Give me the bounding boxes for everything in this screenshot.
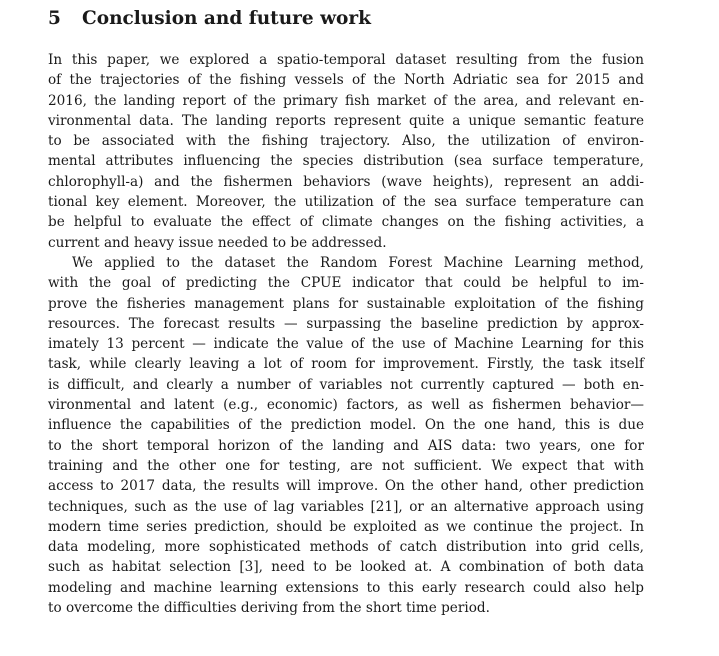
paper-page xyxy=(48,6,644,618)
paragraph-line: modeling and machine learning extensions to this early research could also help xyxy=(48,579,644,596)
paragraph-line: data modeling, more sophisticated methods of catch distribution into grid cells, xyxy=(48,539,644,556)
paragraph-line: to be associated with the fishing trajectory. Also, the utilization of environ- xyxy=(48,133,644,150)
paragraph-line: task, while clearly leaving a lot of room for improvement. Firstly, the task itself xyxy=(48,356,644,373)
paragraph-line: chlorophyll-a) and the fishermen behaviors (wave heights), represent an addi- xyxy=(48,173,644,190)
paragraph-line: to overcome the difficulties deriving from the short time period. xyxy=(48,600,490,617)
paragraph-line: vironmental and latent (e.g., economic) factors, as well as fishermen behavior— xyxy=(48,397,644,414)
paragraph-line: to the short temporal horizon of the landing and AIS data: two years, one for xyxy=(48,437,644,454)
paragraph-line: modern time series prediction, should be exploited as we continue the project. In xyxy=(48,518,644,535)
paragraph-line: current and heavy issue needed to be addressed. xyxy=(48,234,387,251)
paragraph-line: imately 13 percent — indicate the value of the use of Machine Learning for this xyxy=(48,336,644,353)
paragraph-line: access to 2017 data, the results will improve. On the other hand, other prediction xyxy=(48,478,644,495)
paragraph-line: be helpful to evaluate the effect of climate changes on the fishing activities, a xyxy=(48,214,644,231)
paragraph-line: vironmental data. The landing reports represent quite a unique semantic feature xyxy=(48,112,644,129)
paragraph-line: In this paper, we explored a spatio-temporal dataset resulting from the fusion xyxy=(48,52,644,68)
paragraph-line: influence the capabilities of the prediction model. On the one hand, this is due xyxy=(48,417,644,434)
paragraph-line: techniques, such as the use of lag variables [21], or an alternative approach using xyxy=(48,498,644,515)
paragraph-line: of the trajectories of the fishing vessels of the North Adriatic sea for 2015 and xyxy=(48,72,644,89)
paragraph-line: training and the other one for testing, are not sufficient. We expect that with xyxy=(48,457,644,474)
paragraph-line: resources. The forecast results — surpassing the baseline prediction by approx- xyxy=(48,315,644,332)
paragraph-line: We applied to the dataset the Random Forest Machine Learning method, xyxy=(72,254,644,271)
section-heading xyxy=(48,6,644,32)
section-title: Conclusion and future work xyxy=(82,8,371,29)
paragraph-line: prove the fisheries management plans for sustainable exploitation of the fishing xyxy=(48,295,644,312)
paragraph-2 xyxy=(48,253,644,618)
paragraph-line: tional key element. Moreover, the utilization of the sea surface temperature can xyxy=(48,194,644,211)
paragraph-line: with the goal of predicting the CPUE indicator that could be helpful to im- xyxy=(48,275,644,292)
paragraph-line: such as habitat selection [3], need to be looked at. A combination of both data xyxy=(48,559,644,576)
paragraph-line: is difficult, and clearly a number of variables not currently captured — both en- xyxy=(48,376,644,393)
paragraph-line: mental attributes influencing the species distribution (sea surface temperature, xyxy=(48,153,644,170)
section-number: 5 xyxy=(48,8,61,29)
paragraph-1 xyxy=(48,50,644,253)
paragraph-line: 2016, the landing report of the primary fish market of the area, and relevant en- xyxy=(48,92,644,109)
